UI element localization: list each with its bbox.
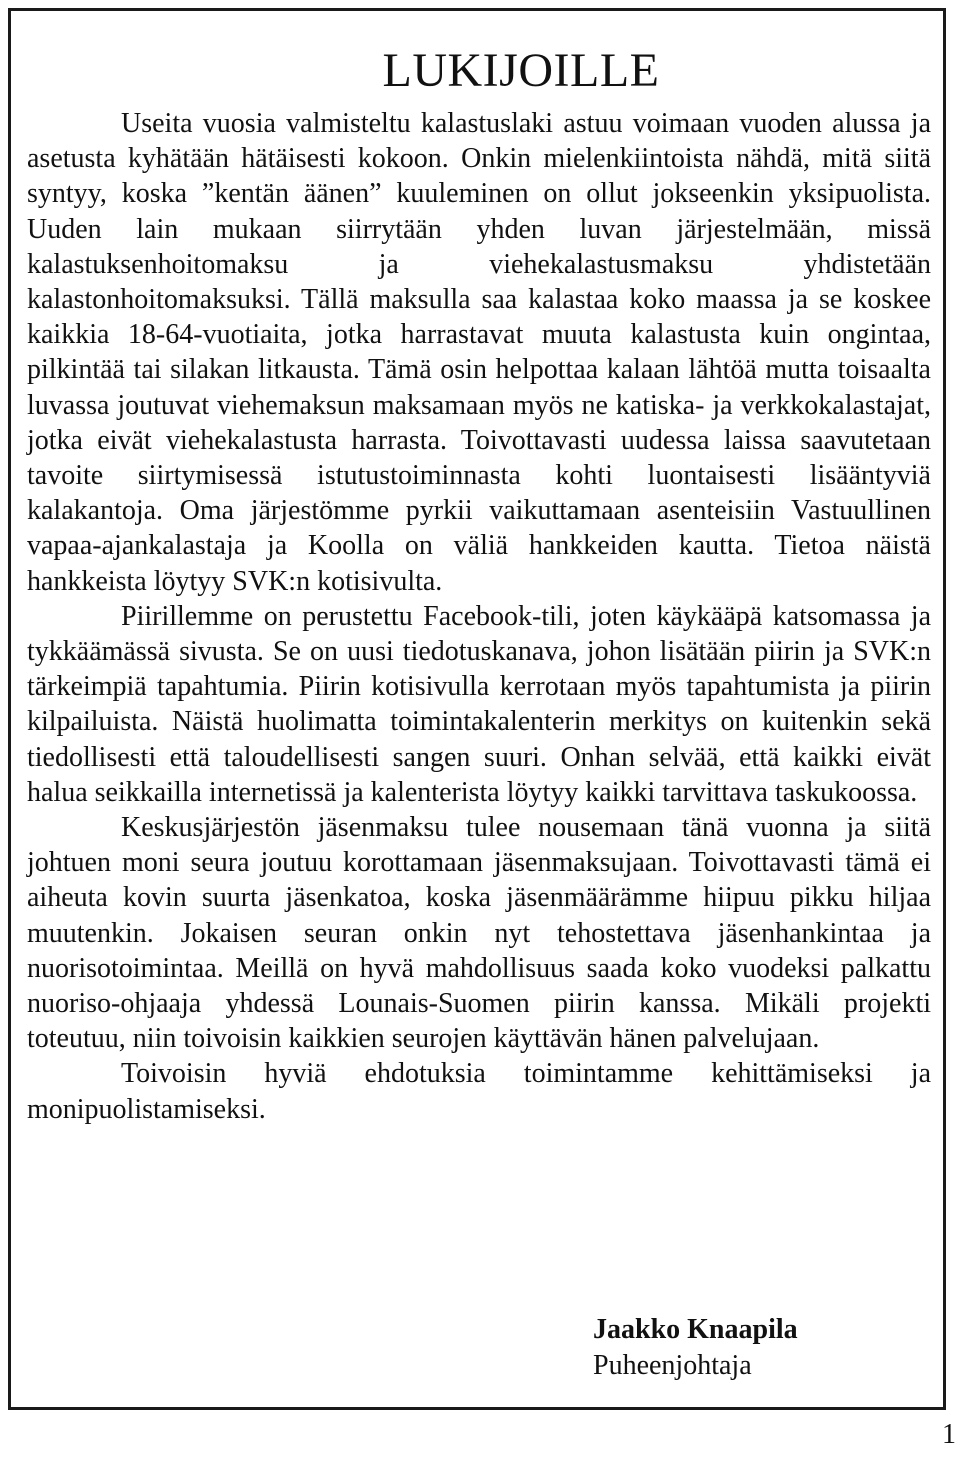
paragraph-3: Keskusjärjestön jäsenmaksu tulee nousemaan tänä vuonna ja siitä johtuen moni seura joutuu korottamaan jäsenmaksujaan. Toivottavasti tämä ei aiheuta kovin suurta jäsenkatoa, koska jäsenmäärämme hiipuu pikku hiljaa muutenkin. Jokaisen seuran onkin nyt tehostettava jäsenhankintaa ja nuorisotoimintaa. Meillä on hyvä mahdollisuus saada koko vuodeksi palkattu nuoriso-ohjaaja yhdessä Lounais-Suomen piirin kanssa. Mikäli projekti toteutuu, niin toivoisin kaikkien seurojen käyttävän hänen palvelujaan. <box>27 812 931 1055</box>
paragraph-2: Piirillemme on perustettu Facebook-tili, joten käykääpä katsomassa ja tykkäämässä sivusta. Se on uusi tiedotuskanava, johon lisätään piirin ja SVK:n tärkeimpiä tapahtumia. Piirin kotisivulla kerrotaan myös tapahtumista ja piirin kilpailuista. Näistä huolimatta toimintakalenterin merkitys on kuitenkin sekä tiedollisesti että taloudellisesti sangen suuri. Onhan selvää, että kaikki eivät halua seikkailla internetissä ja kalenterista löytyy kaikki tarvittava taskukoossa. <box>27 600 931 808</box>
article-body <box>27 106 931 1127</box>
page-number: 1 <box>942 1419 956 1450</box>
signature-name: Jaakko Knaapila <box>593 1314 798 1345</box>
signature-role: Puheenjohtaja <box>593 1350 752 1381</box>
paragraph-1: Useita vuosia valmisteltu kalastuslaki astuu voimaan vuoden alussa ja asetusta kyhätään hätäisesti kokoon. Onkin mielenkiintoista nähdä, mitä siitä syntyy, koska ”kentän äänen” kuuleminen on ollut jokseenkin yksipuolista. Uuden lain mukaan siirrytään yhden luvan järjestelmään, missä kalastuksenhoitomaksu ja viehekalastusmaksu yhdistetään kalastonhoitomaksuksi. Tällä maksulla saa kalastaa koko maassa ja se koskee kaikkia 18-64-vuotiaita, jotka harrastavat muuta kalastusta kuin ongintaa, pilkintää tai silakan litkausta. Tämä osin helpottaa kalaan lähtöä mutta toisaalta luvassa joutuvat viehemaksun maksamaan myös ne katiska- ja verkkokalastajat, jotka eivät viehekalastusta harrasta. Toivottavasti uudessa laissa saavutetaan tavoite siirtymisessä istutustoiminnasta kohti luontaisesti lisääntyviä kalakantoja. Oma järjestömme pyrkii vaikuttamaan asenteisiin Vastuullinen vapaa-ajankalastaja ja Koolla on väliä hankkeiden kautta. Tietoa näistä hankkeista löytyy SVK:n kotisivulta. <box>27 108 931 597</box>
signature-block <box>593 1312 798 1384</box>
paragraph-4: Toivoisin hyviä ehdotuksia toimintamme kehittämiseksi ja monipuolistamiseksi. <box>27 1058 931 1125</box>
page-title: LUKIJOILLE <box>382 44 660 97</box>
